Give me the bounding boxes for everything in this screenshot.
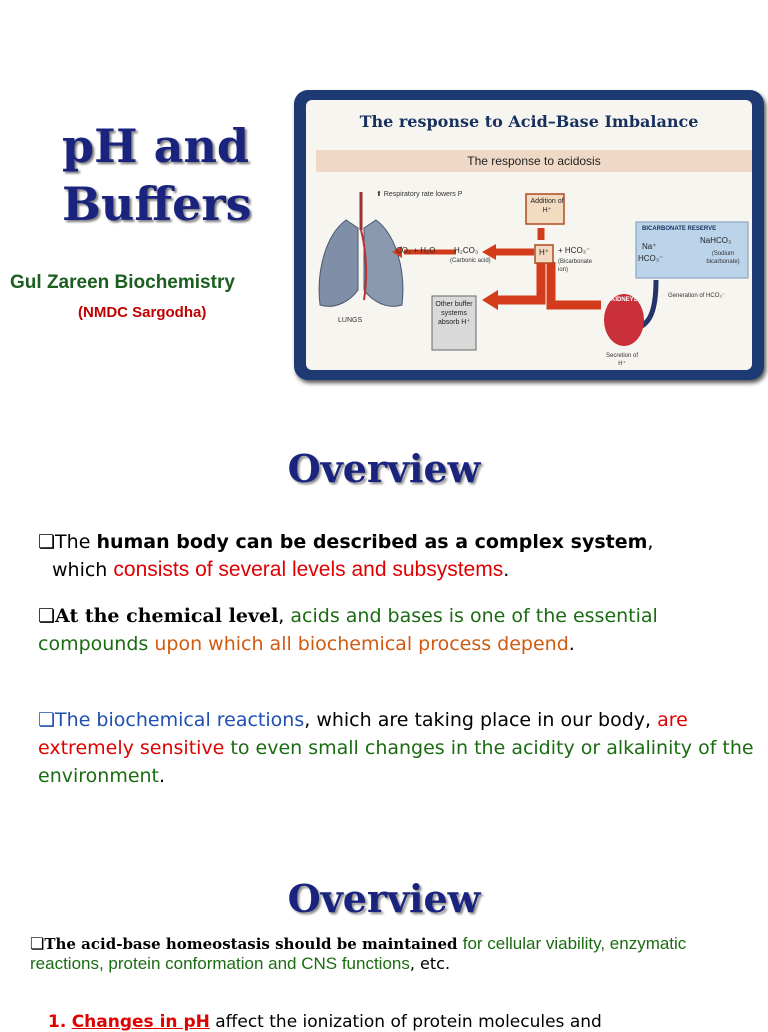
bullet-paragraph-1 [38,528,754,584]
bullet-paragraph-3 [38,706,754,790]
text: , [647,531,654,553]
text-green: for cellular viability, enzymatic reactions, protein conformation and CNS functions [30,934,687,973]
numbered-item-1 [48,1012,768,1032]
text-green: to even small changes in the acidity or alkalinity of the environment [38,737,754,787]
bullet-paragraph-2 [38,602,754,658]
addition-label: Addition of H⁺ [530,198,564,214]
checkbox-bullet-icon: ❏ [38,605,56,627]
text-green: acids and bases is one of the essential compounds [38,605,658,655]
text-red: consists of several levels and subsystems [113,558,504,581]
checkbox-bullet-icon: ❏ [38,531,56,553]
text-blue: The biochemical reactions [55,709,305,731]
overview-title: Overview [287,446,481,491]
overview-slide-2 [0,840,768,1032]
text: , etc. [409,954,451,973]
lungs-icon [319,192,403,306]
lungs-label: LUNGS [338,317,363,324]
text: , which are taking place in our body, [304,709,658,731]
acid-base-figure [294,90,764,380]
hco3-reserve-label: HCO₃⁻ [638,254,664,263]
co2-h2o-label: CO₂ + H₂O [396,246,436,255]
checkbox-bullet-icon: ❏ [30,934,45,953]
text-red: Changes in pH [71,1012,210,1032]
hco3-label: + HCO₃⁻ [558,246,591,255]
text: which [52,559,114,581]
overview-slide-1 [0,410,768,840]
sodium-bicarbonate-label: (Sodium bicarbonate) [706,251,740,265]
h2co3-label: H₂CO₃ [454,246,479,255]
checkbox-bullet-icon: ❏ [38,709,56,731]
bullet-paragraph-4 [30,934,760,974]
item-number: 1. [48,1012,67,1032]
text-orange: upon which all biochemical process depend [154,633,569,655]
respiratory-label: ⬆ Respiratory rate lowers P [376,191,463,198]
generation-label: Generation of HCO₃⁻ [668,293,725,299]
slide-title-line2: Buffers [62,177,252,231]
overview-title: Overview [287,876,481,921]
text-bold: human body can be described as a complex system [96,531,648,553]
text-bold: The acid-base homeostasis should be maintained [44,935,463,953]
bicarbonate-ion-label: (Bicarbonate ion) [558,259,593,273]
author-name: Gul Zareen Biochemistry [10,272,235,293]
figure-title: The response to Acid–Base Imbalance [359,112,699,131]
title-slide [0,0,768,410]
figure-subtitle: The response to acidosis [316,150,752,172]
text: . [159,765,166,787]
secretion-label: Secretion of H⁺ [605,353,639,367]
bicarbonate-reserve-label: BICARBONATE RESERVE [642,226,717,232]
carbonic-acid-label: (Carbonic acid) [450,258,491,264]
na-label: Na⁺ [642,242,657,251]
text-red: are extremely sensitive [38,709,688,759]
text: affect the ionization of protein molecules and [209,1012,602,1032]
nahco3-label: NaHCO₃ [700,236,732,245]
figure-panel [306,100,752,370]
acidosis-diagram [306,100,752,370]
other-buffer-label: Other buffer systems absorb H⁺ [435,301,473,326]
kidneys-label: KIDNEYS [611,297,638,303]
hplus-label: H⁺ [539,248,549,257]
slide-title-line1: pH and [62,119,250,173]
text: The [55,531,97,553]
text: . [503,559,510,581]
affiliation: (NMDC Sargodha) [78,304,207,321]
text: . [568,633,575,655]
text: , [278,605,291,627]
text-bold: At the chemical level [55,605,279,627]
